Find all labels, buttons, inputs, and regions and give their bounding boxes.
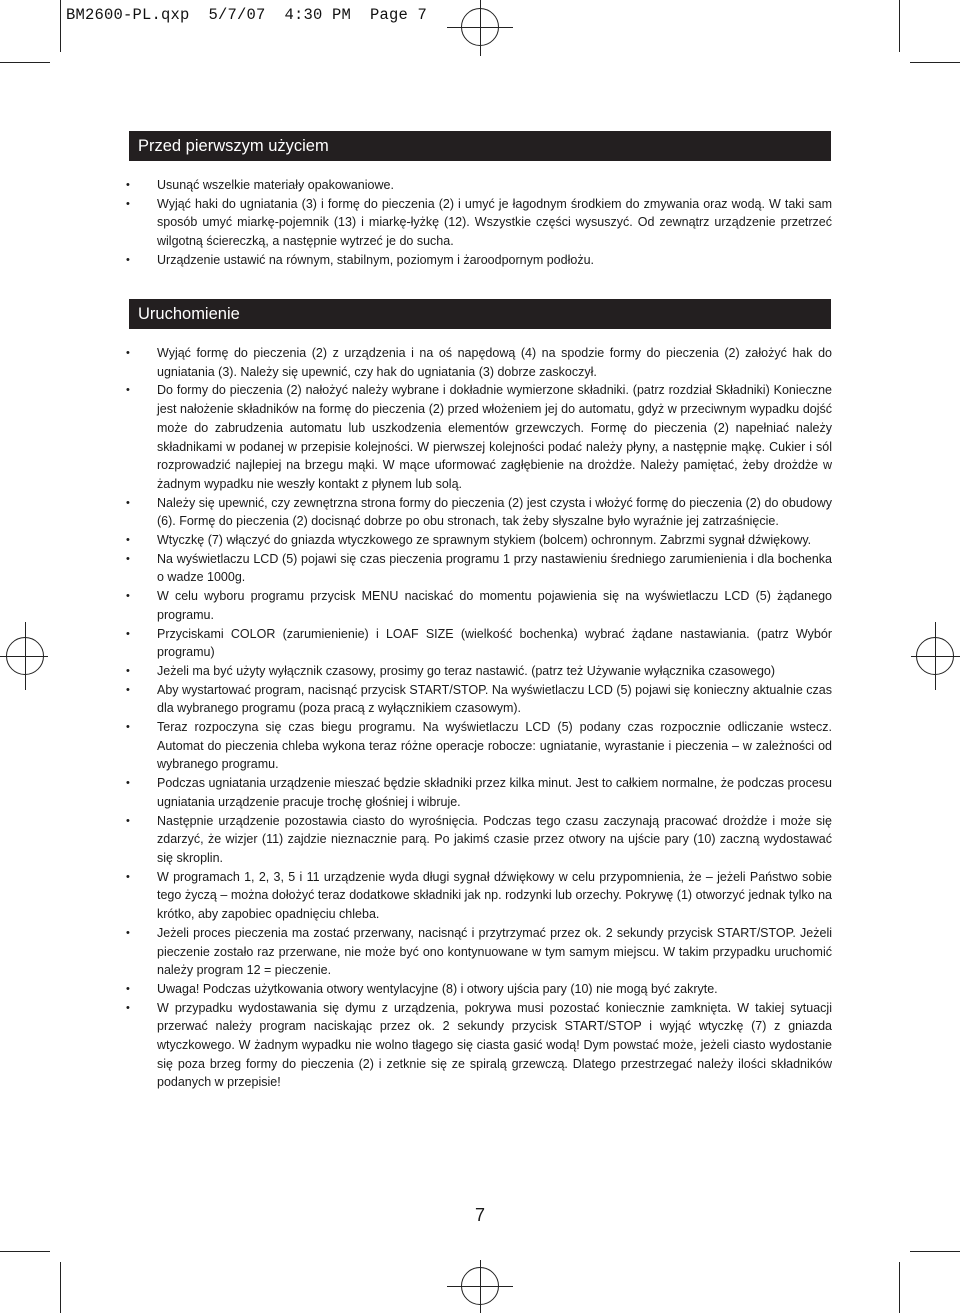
crop-mark-top-left-v	[60, 0, 61, 52]
list-item: • Następnie urządzenie pozostawia ciasto do wyrośnięcia. Podczas tego czasu zaczynają pracować drożdże i może się zdarzyć, że wizjer (11) zajdzie nieznacznie parą. Po jakimś czasie przez otwory na ujście pary (10) zaczną wydostawać się skroplin.	[124, 812, 832, 868]
crop-mark-top-right-h	[910, 62, 960, 63]
crop-mark-bottom-left-h	[0, 1251, 50, 1252]
list-item: • Urządzenie ustawić na równym, stabilnym, poziomym i żaroodpornym podłożu.	[124, 251, 832, 270]
crop-mark-top-left-h	[0, 62, 50, 63]
list-item: • Przyciskami COLOR (zarumienienie) i LOAF SIZE (wielkość bochenka) wybrać żądane nastawiania. (patrz Wybór programu)	[124, 625, 832, 662]
crop-mark-bottom-right-v	[899, 1262, 900, 1313]
section-header-przed-pierwszym-uzyciem: Przed pierwszym użyciem	[129, 131, 831, 161]
list-item: • Usunąć wszelkie materiały opakowaniowe.	[124, 176, 832, 195]
list-item: • Aby wystartować program, nacisnąć przycisk START/STOP. Na wyświetlaczu LCD (5) pojawi się konieczny aktualnie czas dla wybranego programu (poza pracą z wyłącznikiem czasowym).	[124, 681, 832, 718]
list-item: • Teraz rozpoczyna się czas biegu programu. Na wyświetlaczu LCD (5) podany czas rozpocznie odliczanie wstecz. Automat do pieczenia chleba wykona teraz różne operacje robocze: ugniatanie, wyrastanie i pieczenia – w zależności od wybranego programu.	[124, 718, 832, 774]
page-number: 7	[474, 1205, 485, 1225]
print-slug: BM2600-PL.qxp 5/7/07 4:30 PM Page 7	[66, 6, 428, 24]
section1-list	[124, 176, 832, 270]
list-item: • W przypadku wydostawania się dymu z urządzenia, pokrywa musi pozostać koniecznie zamknięta. W takiej sytuacji przerwać należy program naciskając przez ok. 2 sekundy przycisk START/STOP i wyjąć wtyczkę (7) z gniazda wtyczkowego. W żadnym wypadku nie wolno tłagego się ciasta gasić wodą! Dym powstać może, jeżeli ciasto wydostanie się poza brzeg formy do pieczenia (2) i zetknie się ze spiralą grzewczą. Dlatego przestrzegać należy ilości składników podanych w przepisie!	[124, 999, 832, 1093]
list-item: • Wyjąć formę do pieczenia (2) z urządzenia i na oś napędową (4) na spodzie formy do pieczenia (2) założyć hak do ugniatania (3). Należy się upewnić, czy hak do ugniatania (3) dobrze zaskoczył.	[124, 344, 832, 381]
section-header-uruchomienie: Uruchomienie	[129, 299, 831, 329]
list-item: • W celu wyboru programu przycisk MENU naciskać do momentu pojawienia się na wyświetlaczu LCD (5) żądanego programu.	[124, 587, 832, 624]
list-item: • Do formy do pieczenia (2) nałożyć należy wybrane i dokładnie wymierzone składniki. (patrz rozdział Składniki) Konieczne jest nałożenie składników na formę do pieczenia (2) przed włożeniem jej do automatu, gdyż w przeciwnym wypadku dojść może do zabrudzenia automatu lub uszkodzenia elementów grzewczych. Formę do pieczenia (2) napełniać należy składnikami w podanej w przepisie kolejności. W pierwszej kolejności podać należy płyny, a następnie mąkę. Cukier i sól rozprowadzić najlepiej na brzegu mąki. W mące uformować zagłębienie na drożdże. Należy pamiętać, żeby drożdże w żadnym wypadku nie weszły kontakt z płynem lub solą.	[124, 381, 832, 493]
list-item: • Uwaga! Podczas użytkowania otwory wentylacyjne (8) i otwory ujścia pary (10) nie mogą być zakryte.	[124, 980, 832, 999]
crop-mark-top-right-v	[899, 0, 900, 52]
section2-list	[124, 344, 832, 1092]
crop-mark-bottom-left-v	[60, 1262, 61, 1313]
list-item: • Podczas ugniatania urządzenie mieszać będzie składniki przez kilka minut. Jest to całkiem normalne, że podczas procesu ugniatania urządzenie pracuje trochę głośniej i wibruje.	[124, 774, 832, 811]
crop-mark-bottom-right-h	[910, 1251, 960, 1252]
list-item: • Jeżeli proces pieczenia ma zostać przerwany, nacisnąć i przytrzymać przez ok. 2 sekundy przycisk START/STOP. Jeżeli pieczenie zostało raz przerwane, nie może być ono kontynuowane w tym samym miejscu. W takim przypadku uruchomić należy program 12 = pieczenie.	[124, 924, 832, 980]
list-item: • Należy się upewnić, czy zewnętrzna strona formy do pieczenia (2) jest czysta i włożyć formę do pieczenia (2) do obudowy (6). Formę do pieczenia (2) docisnąć dobrze po obu stronach, tak żeby słyszalne było wyraźnie jej zatrzaśnięcie.	[124, 494, 832, 531]
list-item: • Wyjąć haki do ugniatania (3) i formę do pieczenia (2) i umyć je łagodnym środkiem do zmywania oraz wodą. W taki sam sposób umyć miarkę-pojemnik (13) i miarkę-łyżkę (12). Wszystkie części wysuszyć. Od zewnątrz urządzenie przetrzeć wilgotną ściereczką, a następnie wytrzeć je do sucha.	[124, 195, 832, 251]
list-item: • Na wyświetlaczu LCD (5) pojawi się czas pieczenia programu 1 przy nastawieniu średniego zarumienienia i dla bochenka o wadze 1000g.	[124, 550, 832, 587]
list-item: • Wtyczkę (7) włączyć do gniazda wtyczkowego ze sprawnym stykiem (bolcem) ochronnym. Zabrzmi sygnał dźwiękowy.	[124, 531, 832, 550]
list-item: • W programach 1, 2, 3, 5 i 11 urządzenie wyda długi sygnał dźwiękowy w celu przypomnienia, że – jeżeli Państwo sobie tego życzą – można dołożyć teraz dodatkowe składniki jak np. rodzynki lub orzechy. Pokrywę (1) otworzyć jednak tylko na krótko, aby zapobiec opadnięciu chleba.	[124, 868, 832, 924]
list-item: • Jeżeli ma być użyty wyłącznik czasowy, prosimy go teraz nastawić. (patrz też Używanie wyłącznika czasowego)	[124, 662, 832, 681]
